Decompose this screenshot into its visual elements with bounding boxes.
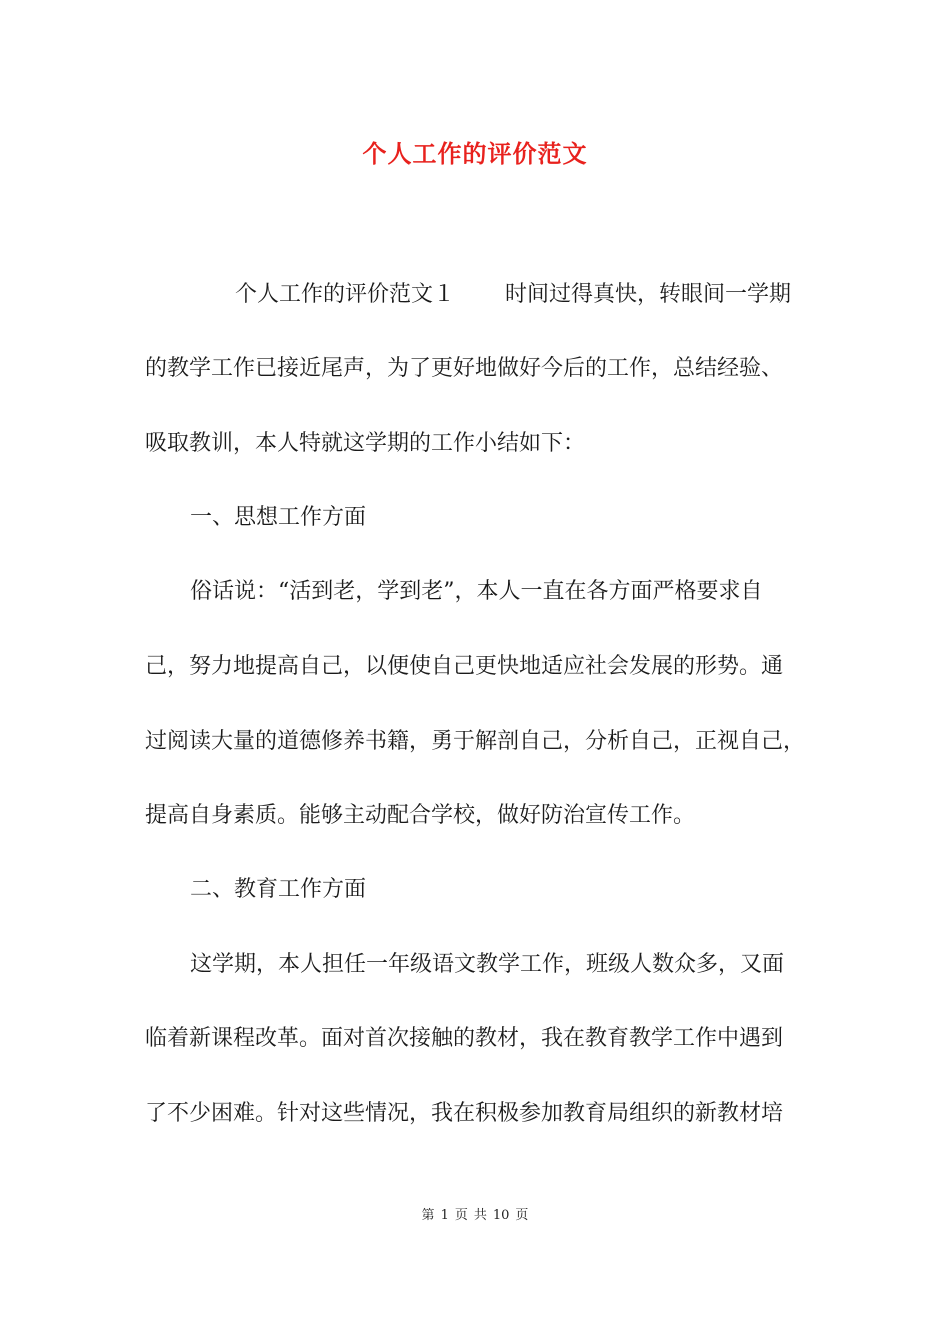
paragraph-1-line-1-text: 时间过得真快，转眼间一学期 [505, 282, 792, 307]
paragraph-2-line-2: 己，努力地提高自己，以便使自己更快地适应社会发展的形势。通 [145, 654, 784, 679]
document-title: 个人工作的评价范文 [362, 139, 588, 168]
paragraph-3-line-2: 临着新课程改革。面对首次接触的教材，我在教育教学工作中遇到 [145, 1026, 784, 1051]
paragraph-1-line-2: 的教学工作已接近尾声，为了更好地做好今后的工作，总结经验、 [145, 356, 784, 381]
footer-total-pages: 10 [492, 1208, 510, 1223]
footer-total-prefix: 共 [473, 1208, 487, 1223]
paragraph-1-line-1 [145, 280, 815, 310]
paragraph-3-line-3: 了不少困难。针对这些情况，我在积极参加教育局组织的新教材培 [145, 1101, 784, 1126]
footer-total-unit: 页 [515, 1208, 529, 1223]
paragraph-3-line-1: 这学期，本人担任一年级语文教学工作，班级人数众多，又面 [190, 952, 785, 977]
footer-prefix: 第 [421, 1208, 435, 1223]
footer-page-unit: 页 [454, 1208, 468, 1223]
footer-page-number: 1 [440, 1208, 449, 1223]
page-footer [0, 1206, 950, 1226]
heading-thought-work: 一、思想工作方面 [190, 505, 367, 530]
heading-education-work: 二、教育工作方面 [190, 877, 367, 902]
paragraph-2-line-4: 提高自身素质。能够主动配合学校，做好防治宣传工作。 [145, 803, 696, 828]
paragraph-1-line-3: 吸取教训，本人特就这学期的工作小结如下： [145, 431, 586, 456]
paragraph-2-line-1: 俗话说：“活到老，学到老”，本人一直在各方面严格要求自 [190, 579, 763, 604]
section-label: 个人工作的评价范文１ [235, 282, 456, 307]
paragraph-2-line-3: 过阅读大量的道德修养书籍，勇于解剖自己，分析自己，正视自己， [145, 729, 806, 754]
